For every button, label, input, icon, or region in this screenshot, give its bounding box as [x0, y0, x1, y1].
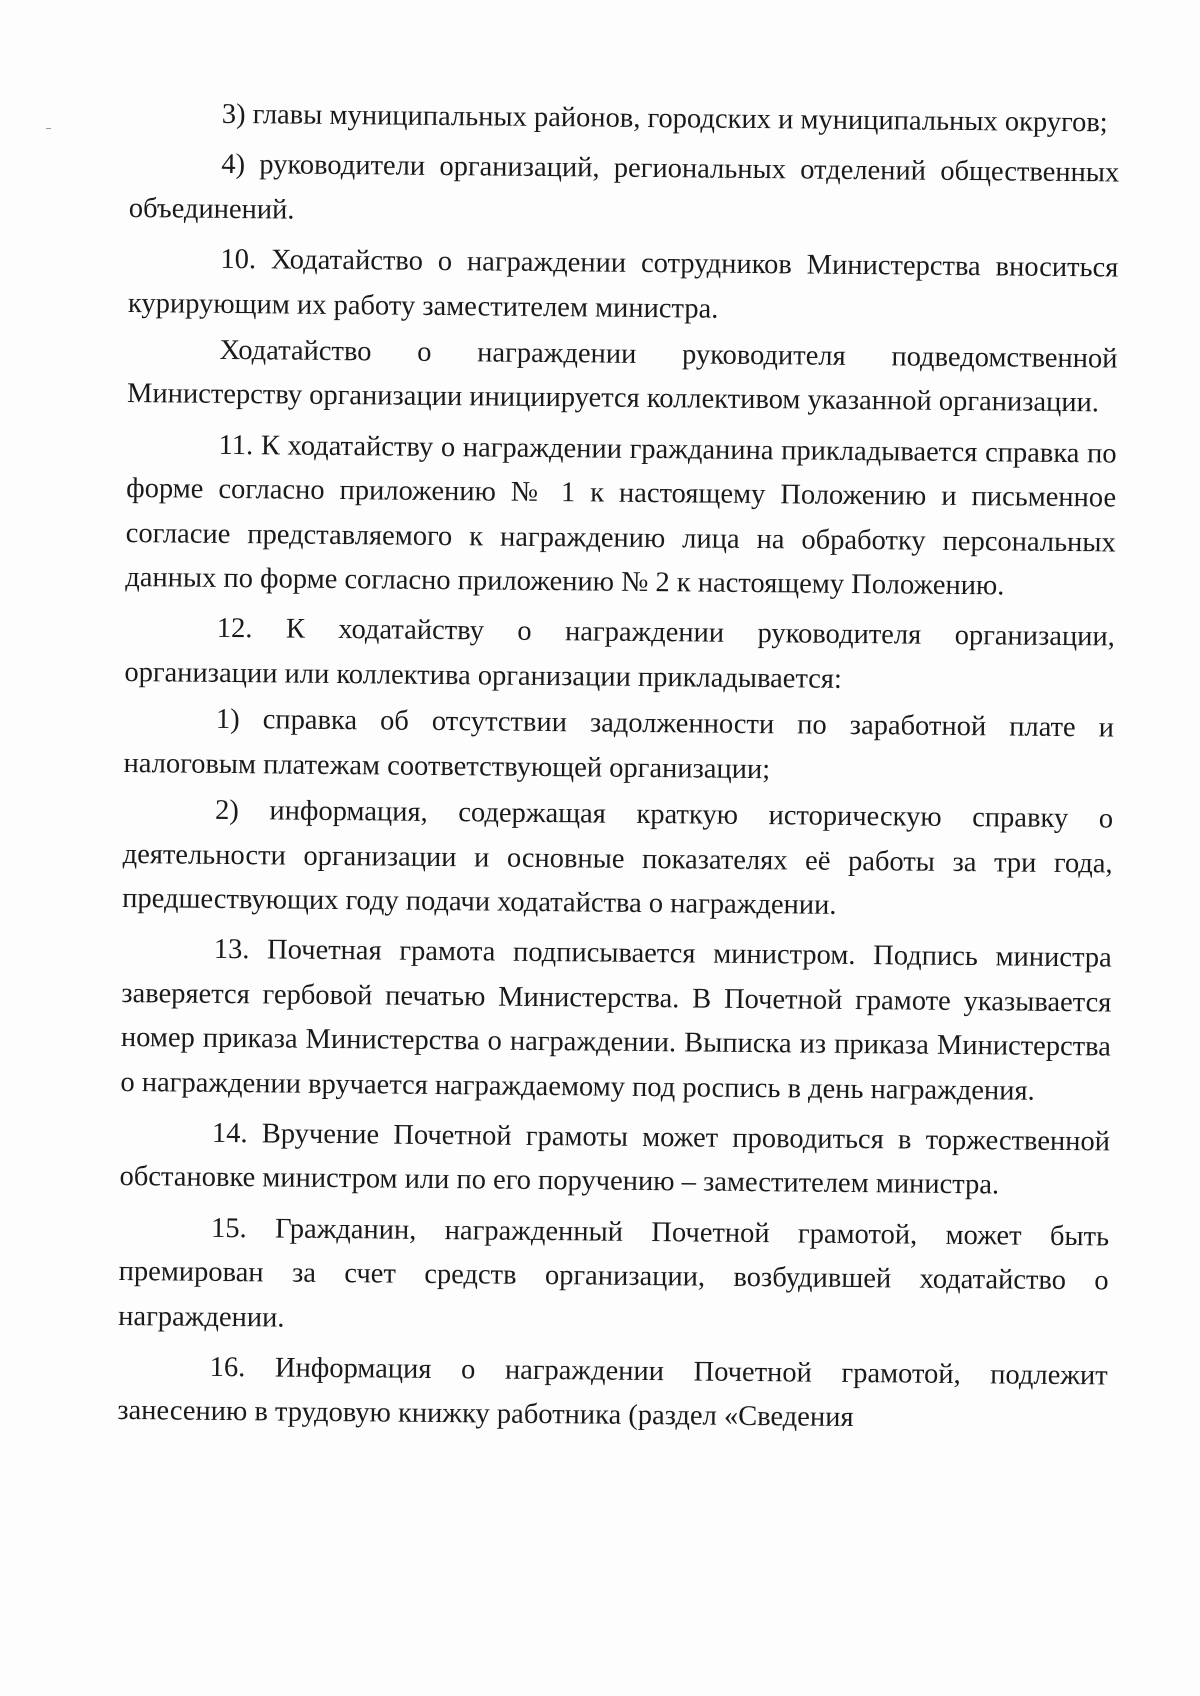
- paragraph-10-petition: Ходатайство о награждении руководителя подведомственной Министерству организации инициируется коллективом указанной организации.: [126, 334, 1118, 419]
- scan-speck: [46, 128, 51, 129]
- paragraph-4-leaders: 4) руководители организаций, региональных отделений общественных объединений.: [128, 149, 1120, 226]
- paragraph-14: 14. Вручение Почетной грамоты может проводиться в торжественной обстановке министром или по его поручению – заместителем министра.: [119, 1117, 1111, 1201]
- paragraph-3-heads: 3) главы муниципальных районов, городских и муниципальных округов;: [221, 98, 1108, 139]
- paragraph-13: 13. Почетная грамота подписывается министром. Подпись министра заверяется гербовой печатью Министерства. В Почетной грамоте указывается номер приказа Министерства о награждении. Выписка из приказа Министерства о награждении вручается награждаемому под роспись в день награждения.: [120, 934, 1112, 1107]
- paragraph-16: 16. Информация о награждении Почетной грамотой, подлежит занесению в трудовую книжку работника (раздел «Сведения: [117, 1351, 1108, 1434]
- paragraph-12-item-2: 2) информация, содержащая краткую историческую справку о деятельности организации и основные показателях её работы за три года, предшествующих году подачи ходатайства о награждении.: [122, 794, 1114, 921]
- paragraph-12: 12. К ходатайству о награждении руководителя организации, организации или коллектива организации прикладывается:: [124, 613, 1115, 695]
- paragraph-10: 10. Ходатайство о награждении сотрудников Министерства вноситься курирующим их работу заместителем министра.: [127, 244, 1119, 325]
- paragraph-11: 11. К ходатайству о награждении гражданина прикладывается справка по форме согласно приложению № 1 к настоящему Положению и письменное согласие представляемого к награждению лица на обработку персональных данных по форме согласно приложению № 2 к настоящему Положению.: [125, 429, 1117, 602]
- document-body: [117, 92, 1120, 1449]
- paragraph-12-item-1: 1) справка об отсутствии задолженности по заработной плате и налоговым платежам соответствующей организации;: [123, 704, 1115, 785]
- paragraph-15: 15. Гражданин, награжденный Почетной грамотой, может быть премирован за счет средств организации, возбудившей ходатайство о награждении.: [118, 1212, 1110, 1334]
